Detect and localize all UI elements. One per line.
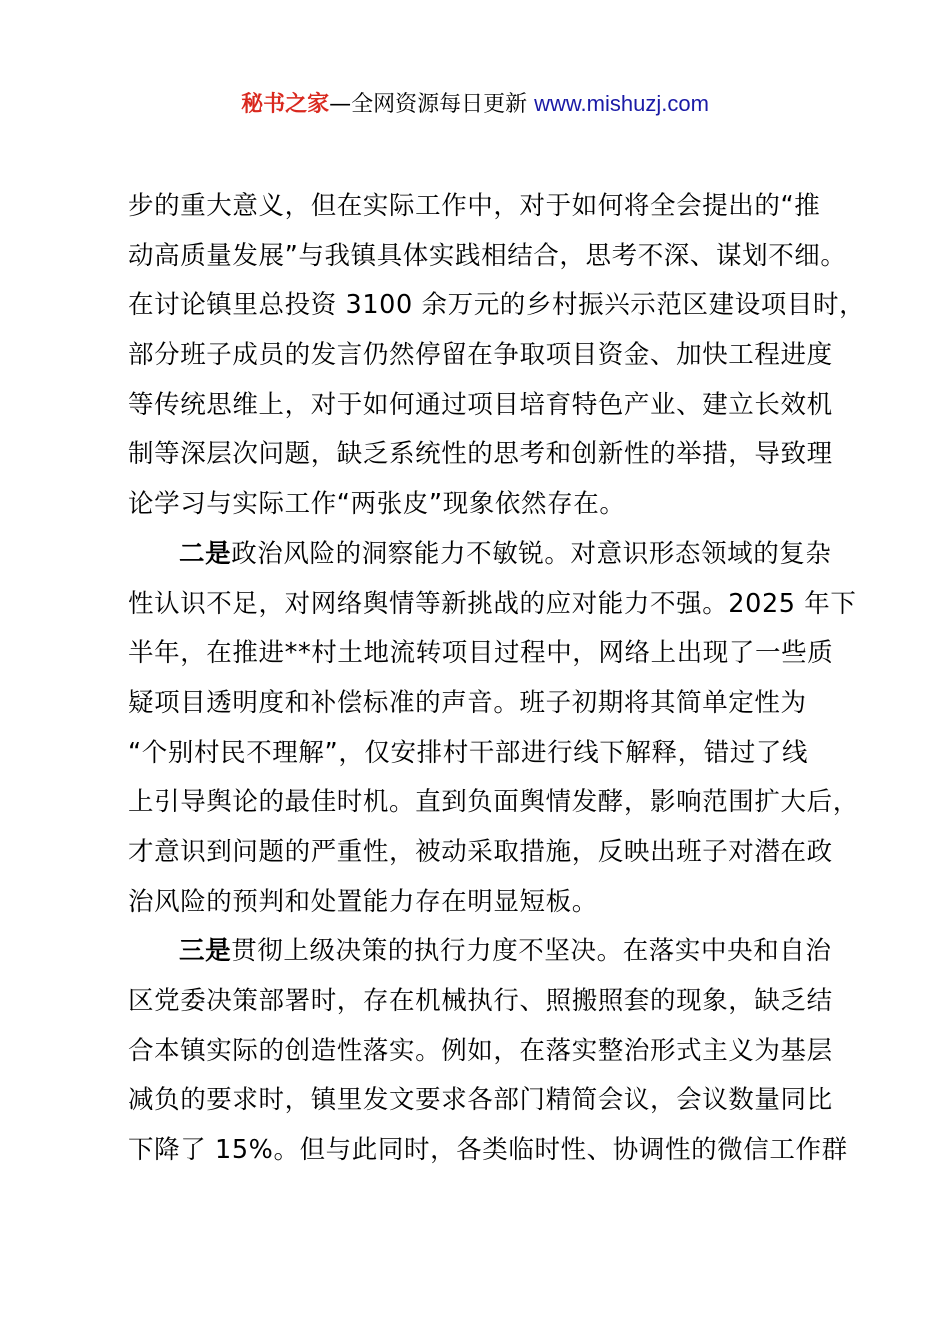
- text-line: 在讨论镇里总投资 3100 余万元的乡村振兴示范区建设项目时，: [128, 290, 866, 321]
- text-line: 合本镇实际的创造性落实。例如，在落实整治形式主义为基层: [128, 1035, 833, 1066]
- text-line: 区党委决策部署时，存在机械执行、照搬照套的现象，缺乏结: [128, 986, 833, 1016]
- site-url-link[interactable]: www.mishuzj.com: [534, 91, 709, 116]
- paragraph-lead: 二是: [179, 538, 232, 569]
- text-line: 半年，在推进**村土地流转项目过程中，网络上出现了一些质: [128, 638, 834, 669]
- text-line: 性认识不足，对网络舆情等新挑战的应对能力不强。2025 年下: [128, 588, 857, 619]
- paragraph-2: [128, 530, 859, 928]
- text-line: 步的重大意义，但在实际工作中，对于如何将全会提出的“推: [128, 191, 821, 221]
- site-header: [0, 88, 950, 121]
- text-line: 等传统思维上，对于如何通过项目培育特色产业、建立长效机: [128, 389, 833, 420]
- text-line: 疑项目透明度和补偿标准的声音。班子初期将其简单定性为: [128, 687, 807, 718]
- text-line-rest: 贯彻上级决策的执行力度不坚决。在落实中央和自治: [231, 936, 832, 967]
- site-brand: 秘书之家: [241, 92, 330, 117]
- text-line: 才意识到问题的严重性，被动采取措施，反映出班子对潜在政: [128, 836, 833, 867]
- text-line: 治风险的预判和处置能力存在明显短板。: [128, 886, 598, 917]
- text-line: 下降了 15%。但与此同时，各类临时性、协调性的微信工作群: [128, 1135, 848, 1166]
- text-line: 动高质量发展”与我镇具体实践相结合，思考不深、谋划不细。: [128, 240, 847, 271]
- site-slogan: —全网资源每日更新: [329, 92, 528, 117]
- document-body: [128, 182, 866, 1176]
- text-line: 制等深层次问题，缺乏系统性的思考和创新性的举措，导致理: [128, 439, 833, 470]
- paragraph-3: [128, 927, 848, 1175]
- text-line: 减负的要求时，镇里发文要求各部门精简会议，会议数量同比: [128, 1085, 833, 1116]
- paragraph-lead: 三是: [179, 936, 232, 967]
- text-line: 论学习与实际工作“两张皮”现象依然存在。: [128, 489, 626, 520]
- text-line: [128, 927, 840, 977]
- text-line: [128, 530, 840, 580]
- text-line: “个别村民不理解”，仅安排村干部进行线下解释，错过了线: [128, 737, 809, 768]
- text-line-rest: 政治风险的洞察能力不敏锐。对意识形态领域的复杂: [231, 538, 832, 569]
- text-line: 部分班子成员的发言仍然停留在争取项目资金、加快工程进度: [128, 340, 833, 371]
- paragraph-1: [128, 182, 866, 530]
- text-line: 上引导舆论的最佳时机。直到负面舆情发酵，影响范围扩大后，: [128, 787, 859, 818]
